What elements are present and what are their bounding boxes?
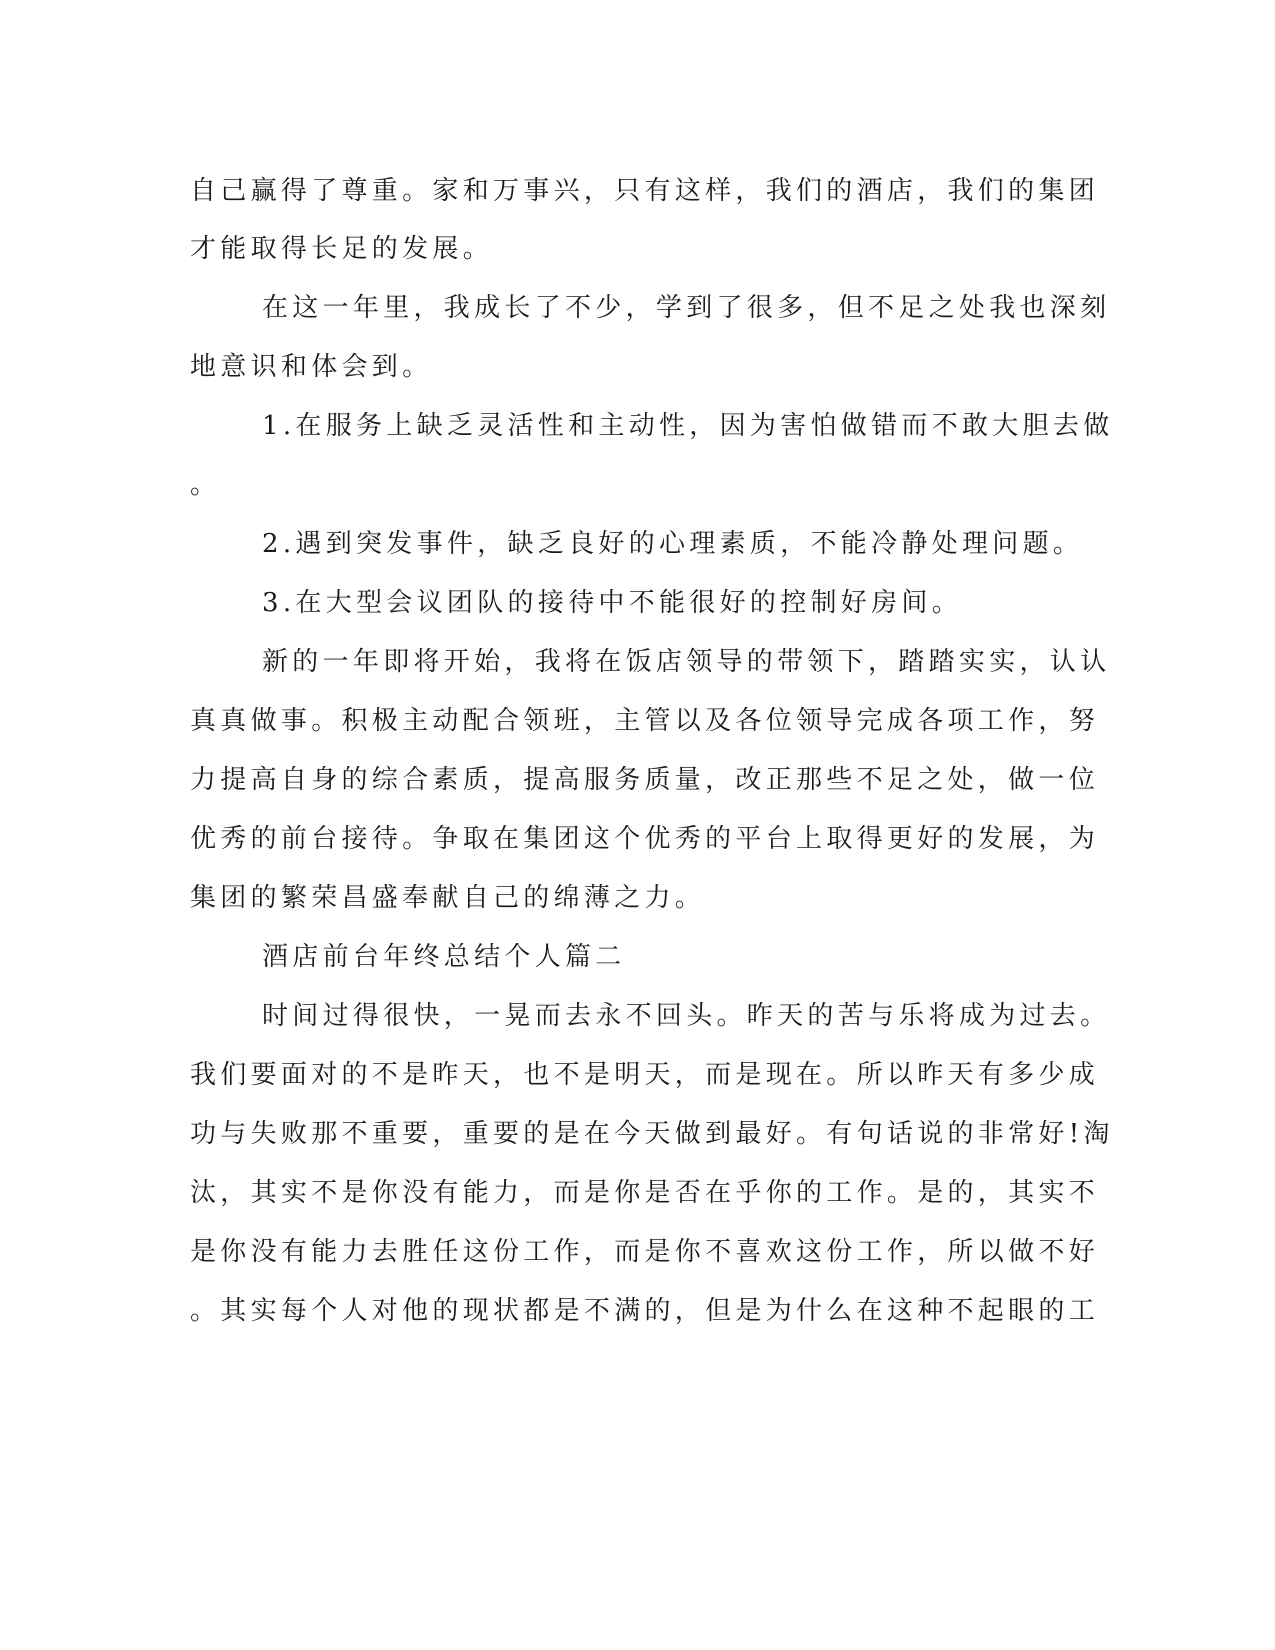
text-line: 地意识和体会到。 (190, 352, 433, 382)
text-line: 新的一年即将开始，我将在饭店领导的带领下，踏踏实实，认认 (262, 647, 1111, 677)
section-heading: 酒店前台年终总结个人篇二 (262, 942, 626, 972)
text-line: 才能取得长足的发展。 (190, 234, 494, 264)
text-line: 功与失败那不重要，重要的是在今天做到最好。有句话说的非常好!淘 (190, 1119, 1114, 1149)
text-line: 优秀的前台接待。争取在集团这个优秀的平台上取得更好的发展，为 (190, 824, 1100, 854)
text-line: 真真做事。积极主动配合领班，主管以及各位领导完成各项工作，努 (190, 706, 1100, 736)
text-line: 我们要面对的不是昨天，也不是明天，而是现在。所以昨天有多少成 (190, 1060, 1100, 1090)
list-item-3: 3.在大型会议团队的接待中不能很好的控制好房间。 (262, 588, 963, 618)
text-line: 汰，其实不是你没有能力，而是你是否在乎你的工作。是的，其实不 (190, 1178, 1100, 1208)
text-line: 集团的繁荣昌盛奉献自己的绵薄之力。 (190, 883, 706, 913)
text-line: 在这一年里，我成长了不少，学到了很多，但不足之处我也深刻 (262, 293, 1111, 323)
text-line: 是你没有能力去胜任这份工作，而是你不喜欢这份工作，所以做不好 (190, 1237, 1100, 1267)
text-line: 。 (190, 470, 221, 500)
text-line: 。其实每个人对他的现状都是不满的，但是为什么在这种不起眼的工 (190, 1296, 1100, 1326)
list-item-2: 2.遇到突发事件，缺乏良好的心理素质，不能冷静处理问题。 (262, 529, 1084, 559)
text-line: 时间过得很快，一晃而去永不回头。昨天的苦与乐将成为过去。 (262, 1001, 1111, 1031)
text-line: 力提高自身的综合素质，提高服务质量，改正那些不足之处，做一位 (190, 765, 1100, 795)
list-item-1: 1.在服务上缺乏灵活性和主动性，因为害怕做错而不敢大胆去做 (262, 411, 1114, 441)
text-line: 自己赢得了尊重。家和万事兴，只有这样，我们的酒店，我们的集团 (190, 176, 1100, 206)
